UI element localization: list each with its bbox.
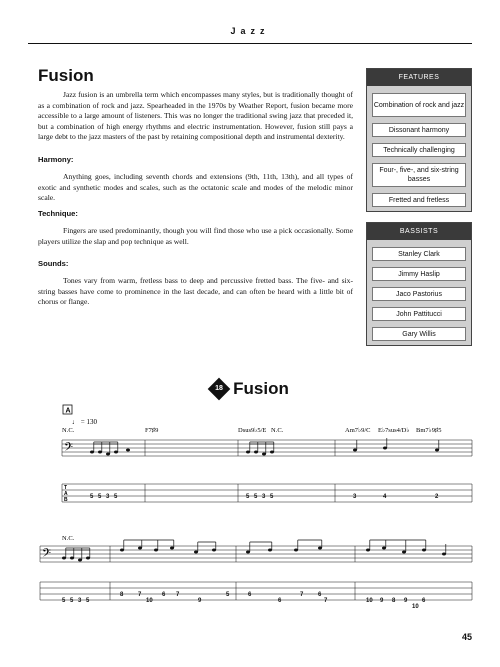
technique-paragraph: Fingers are used predominantly, though you will find those who use a pick occasionally. Some players utilize the slap and pop technique as well.	[38, 226, 353, 246]
staff-lines	[62, 440, 472, 456]
tab-number: 8	[392, 598, 396, 604]
bassists-title: BASSISTS	[367, 223, 471, 240]
tab-number: 10	[412, 604, 419, 610]
staff-lines	[40, 546, 472, 562]
tab-number: 9	[404, 598, 408, 604]
chord-symbol: N.C.	[62, 427, 75, 434]
sounds-paragraph: Tones vary from warm, fretless bass to deep and percussive fretted bass. The five- and six-string basses have come to prominence in the last decade, and can often be heard with a little bit of chorus or flange.	[38, 276, 353, 307]
harmony-heading: Harmony:	[38, 155, 74, 164]
tab-number: 5	[86, 598, 90, 604]
svg-text:B: B	[64, 497, 68, 503]
harmony-paragraph: Anything goes, including seventh chords and extensions (9th, 11th, 13th), and all types of exotic and synthetic modes and scales, such as the octatonic scale and modes of the melodic minor scale.	[38, 172, 353, 203]
chord-symbol: N.C.	[271, 427, 284, 434]
tab-number: 6	[318, 592, 322, 598]
features-box	[366, 68, 472, 212]
bassist-item: Gary Willis	[372, 327, 466, 341]
technique-heading: Technique:	[38, 209, 78, 218]
tab-number: 5	[226, 592, 230, 598]
tab-number: 6	[248, 592, 252, 598]
tab-staff	[62, 484, 472, 502]
svg-text:A: A	[64, 491, 68, 497]
feature-item: Combination of rock and jazz	[372, 93, 466, 117]
example-heading	[0, 379, 500, 399]
tab-number: 9	[380, 598, 384, 604]
tab-number: 9	[198, 598, 202, 604]
svg-text:T: T	[64, 485, 68, 491]
tab-number: 10	[366, 598, 373, 604]
chord-symbol: E♭7sus4/D♭	[378, 427, 410, 434]
bass-clef-icon: 𝄢	[64, 441, 74, 457]
tab-number: 5	[246, 494, 250, 500]
track-number-badge	[208, 378, 231, 401]
sounds-heading: Sounds:	[38, 259, 69, 268]
tab-number: 7	[138, 592, 142, 598]
tab-number: 5	[90, 494, 94, 500]
chord-symbol: Bm7♭9♯5	[416, 427, 442, 434]
tempo-marking: ♩ = 130	[72, 418, 97, 426]
bassists-box	[366, 222, 472, 346]
bassist-item: John Pattitucci	[372, 307, 466, 321]
page-number: 45	[461, 632, 472, 642]
header-rule	[28, 43, 472, 44]
bassist-item: Jaco Pastorius	[372, 287, 466, 301]
chord-symbol: N.C.	[62, 535, 75, 542]
music-system-1	[0, 402, 500, 512]
rehearsal-mark: A	[65, 407, 71, 415]
tab-number: 5	[98, 494, 102, 500]
chord-symbol: Dsus9♭5/E	[238, 427, 267, 434]
tab-number: 2	[435, 494, 439, 500]
tab-number: 5	[254, 494, 258, 500]
tab-number: 4	[383, 494, 387, 500]
article-title: Fusion	[38, 66, 94, 85]
bassist-item: Jimmy Haslip	[372, 267, 466, 281]
tab-number: 8	[120, 592, 124, 598]
tab-number: 6	[278, 598, 282, 604]
tab-number: 3	[353, 494, 357, 500]
tab-number: 10	[146, 598, 153, 604]
tab-number: 7	[176, 592, 180, 598]
feature-item: Fretted and fretless	[372, 193, 466, 207]
chord-symbol: Am7♭9/C	[345, 427, 371, 434]
tab-number: 5	[62, 598, 66, 604]
tab-number: 3	[106, 494, 110, 500]
tab-number: 5	[70, 598, 74, 604]
feature-item: Technically challenging	[372, 143, 466, 157]
track-number: 18	[215, 385, 224, 392]
tab-number: 3	[78, 598, 82, 604]
chord-symbol: F7♯9	[145, 427, 159, 434]
tab-number: 6	[162, 592, 166, 598]
features-title: FEATURES	[367, 69, 471, 86]
example-title: Fusion	[233, 379, 289, 398]
tab-number: 5	[114, 494, 118, 500]
tab-number: 7	[300, 592, 304, 598]
tab-number: 3	[262, 494, 266, 500]
tab-number: 6	[422, 598, 426, 604]
tab-number: 7	[324, 598, 328, 604]
tab-number: 5	[270, 494, 274, 500]
bassist-item: Stanley Clark	[372, 247, 466, 261]
intro-paragraph: Jazz fusion is an umbrella term which encompasses many styles, but is traditionally thought of as a combination of rock and jazz. Spearheaded in the 1970s by Weather Report, fusion became more accessible to a large amount of listeners. This was no longer the traditional swing jazz that preceded it, but a combination of high energy rhythms and electric instrumentation. However, fusion still pays a large debt to the jazz masters of the past by retaining compositional depth and instrumental dexterity.	[38, 90, 353, 142]
music-system-2	[0, 528, 500, 618]
feature-item: Four-, five-, and six-string basses	[372, 163, 466, 187]
section-header: Jazz	[230, 26, 270, 36]
tab-clef-icon	[64, 485, 68, 503]
bass-clef-icon: 𝄢	[42, 547, 52, 563]
feature-item: Dissonant harmony	[372, 123, 466, 137]
